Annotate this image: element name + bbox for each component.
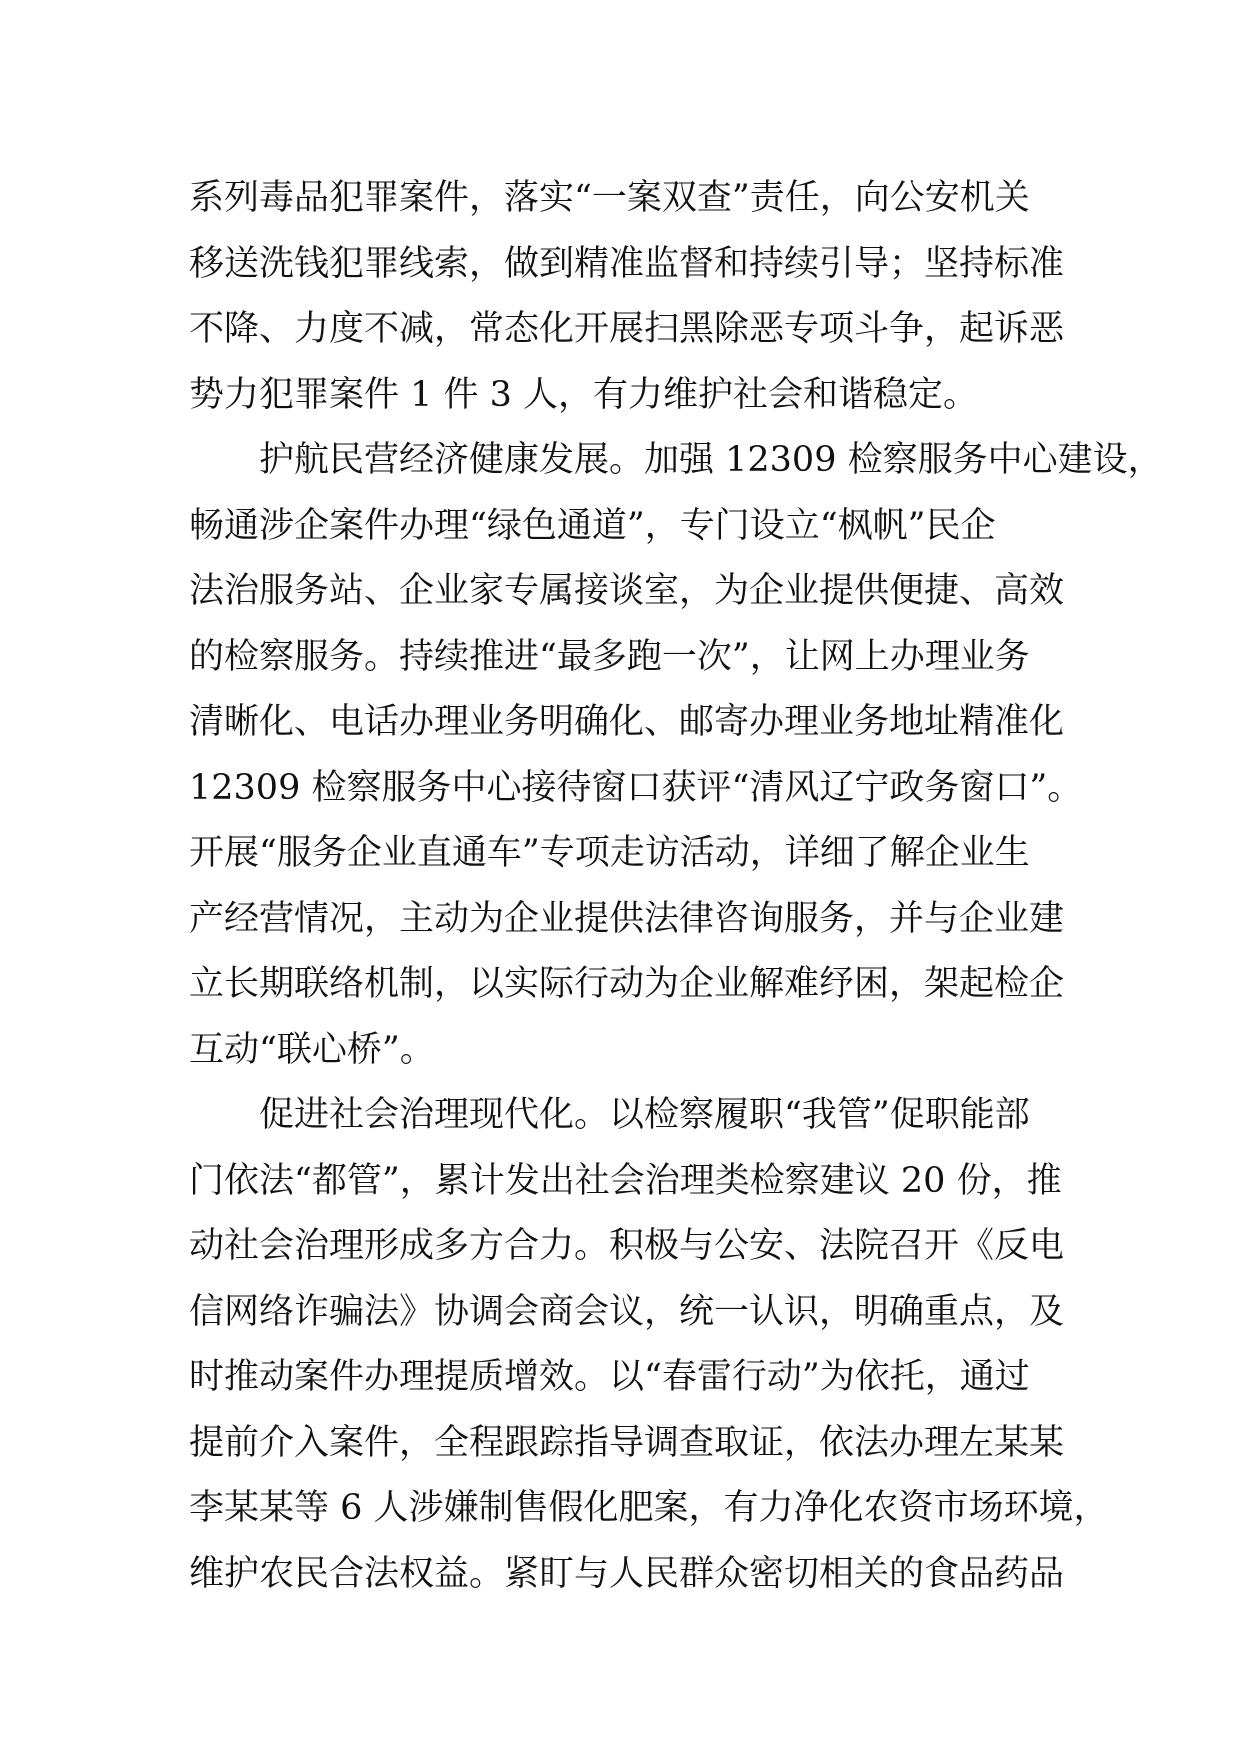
- text-line: 维护农民合法权益。紧盯与人民群众密切相关的食品药品: [189, 1553, 1065, 1594]
- text-line: 系列毒品犯罪案件，落实“一案双查”责任，向公安机关: [189, 178, 1030, 218]
- text-line: 产经营情况，主动为企业提供法律咨询服务，并与企业建: [189, 898, 1065, 939]
- text-line: 李某某等 6 人涉嫌制售假化肥案，有力净化农资市场环境，: [189, 1488, 1109, 1528]
- text-line: 门依法“都管”，累计发出社会治理类检察建议 20 份，推: [189, 1160, 1062, 1201]
- text-line: 时推动案件办理提质增效。以“春雷行动”为依托，通过: [189, 1357, 1030, 1397]
- text-line: 动社会治理形成多方合力。积极与公安、法院召开《反电: [189, 1226, 1065, 1266]
- text-line: 不降、力度不减，常态化开展扫黑除恶专项斗争，起诉恶: [189, 309, 1065, 349]
- text-line: 立长期联络机制，以实际行动为企业解难纾困，架起检企: [189, 964, 1065, 1004]
- text-line: 清晰化、电话办理业务明确化、邮寄办理业务地址精准化: [189, 702, 1065, 742]
- text-line: 提前介入案件，全程跟踪指导调查取证，依法办理左某某: [189, 1422, 1065, 1463]
- text-line: 势力犯罪案件 1 件 3 人，有力维护社会和谐稳定。: [189, 374, 979, 415]
- text-line: 互动“联心桥”。: [189, 1029, 435, 1070]
- text-line: 12309 检察服务中心接待窗口获评“清风辽宁政务窗口”。: [189, 767, 1083, 808]
- text-line: 促进社会治理现代化。以检察履职“我管”促职能部: [189, 1095, 1030, 1135]
- text-line: 开展“服务企业直通车”专项走访活动，详细了解企业生: [189, 833, 1030, 873]
- body-text: [189, 166, 1163, 1607]
- text-line: 护航民营经济健康发展。加强 12309 检察服务中心建设，: [189, 440, 1163, 480]
- text-line: 畅通涉企案件办理“绿色通道”，专门设立“枫帆”民企: [189, 505, 996, 546]
- text-line: 法治服务站、企业家专属接谈室，为企业提供便捷、高效: [189, 571, 1065, 611]
- text-line: 的检察服务。持续推进“最多跑一次”，让网上办理业务: [189, 636, 1030, 677]
- text-line: 信网络诈骗法》协调会商会议，统一认识，明确重点，及: [189, 1291, 1065, 1332]
- text-line: 移送洗钱犯罪线索，做到精准监督和持续引导；坚持标准: [189, 243, 1065, 284]
